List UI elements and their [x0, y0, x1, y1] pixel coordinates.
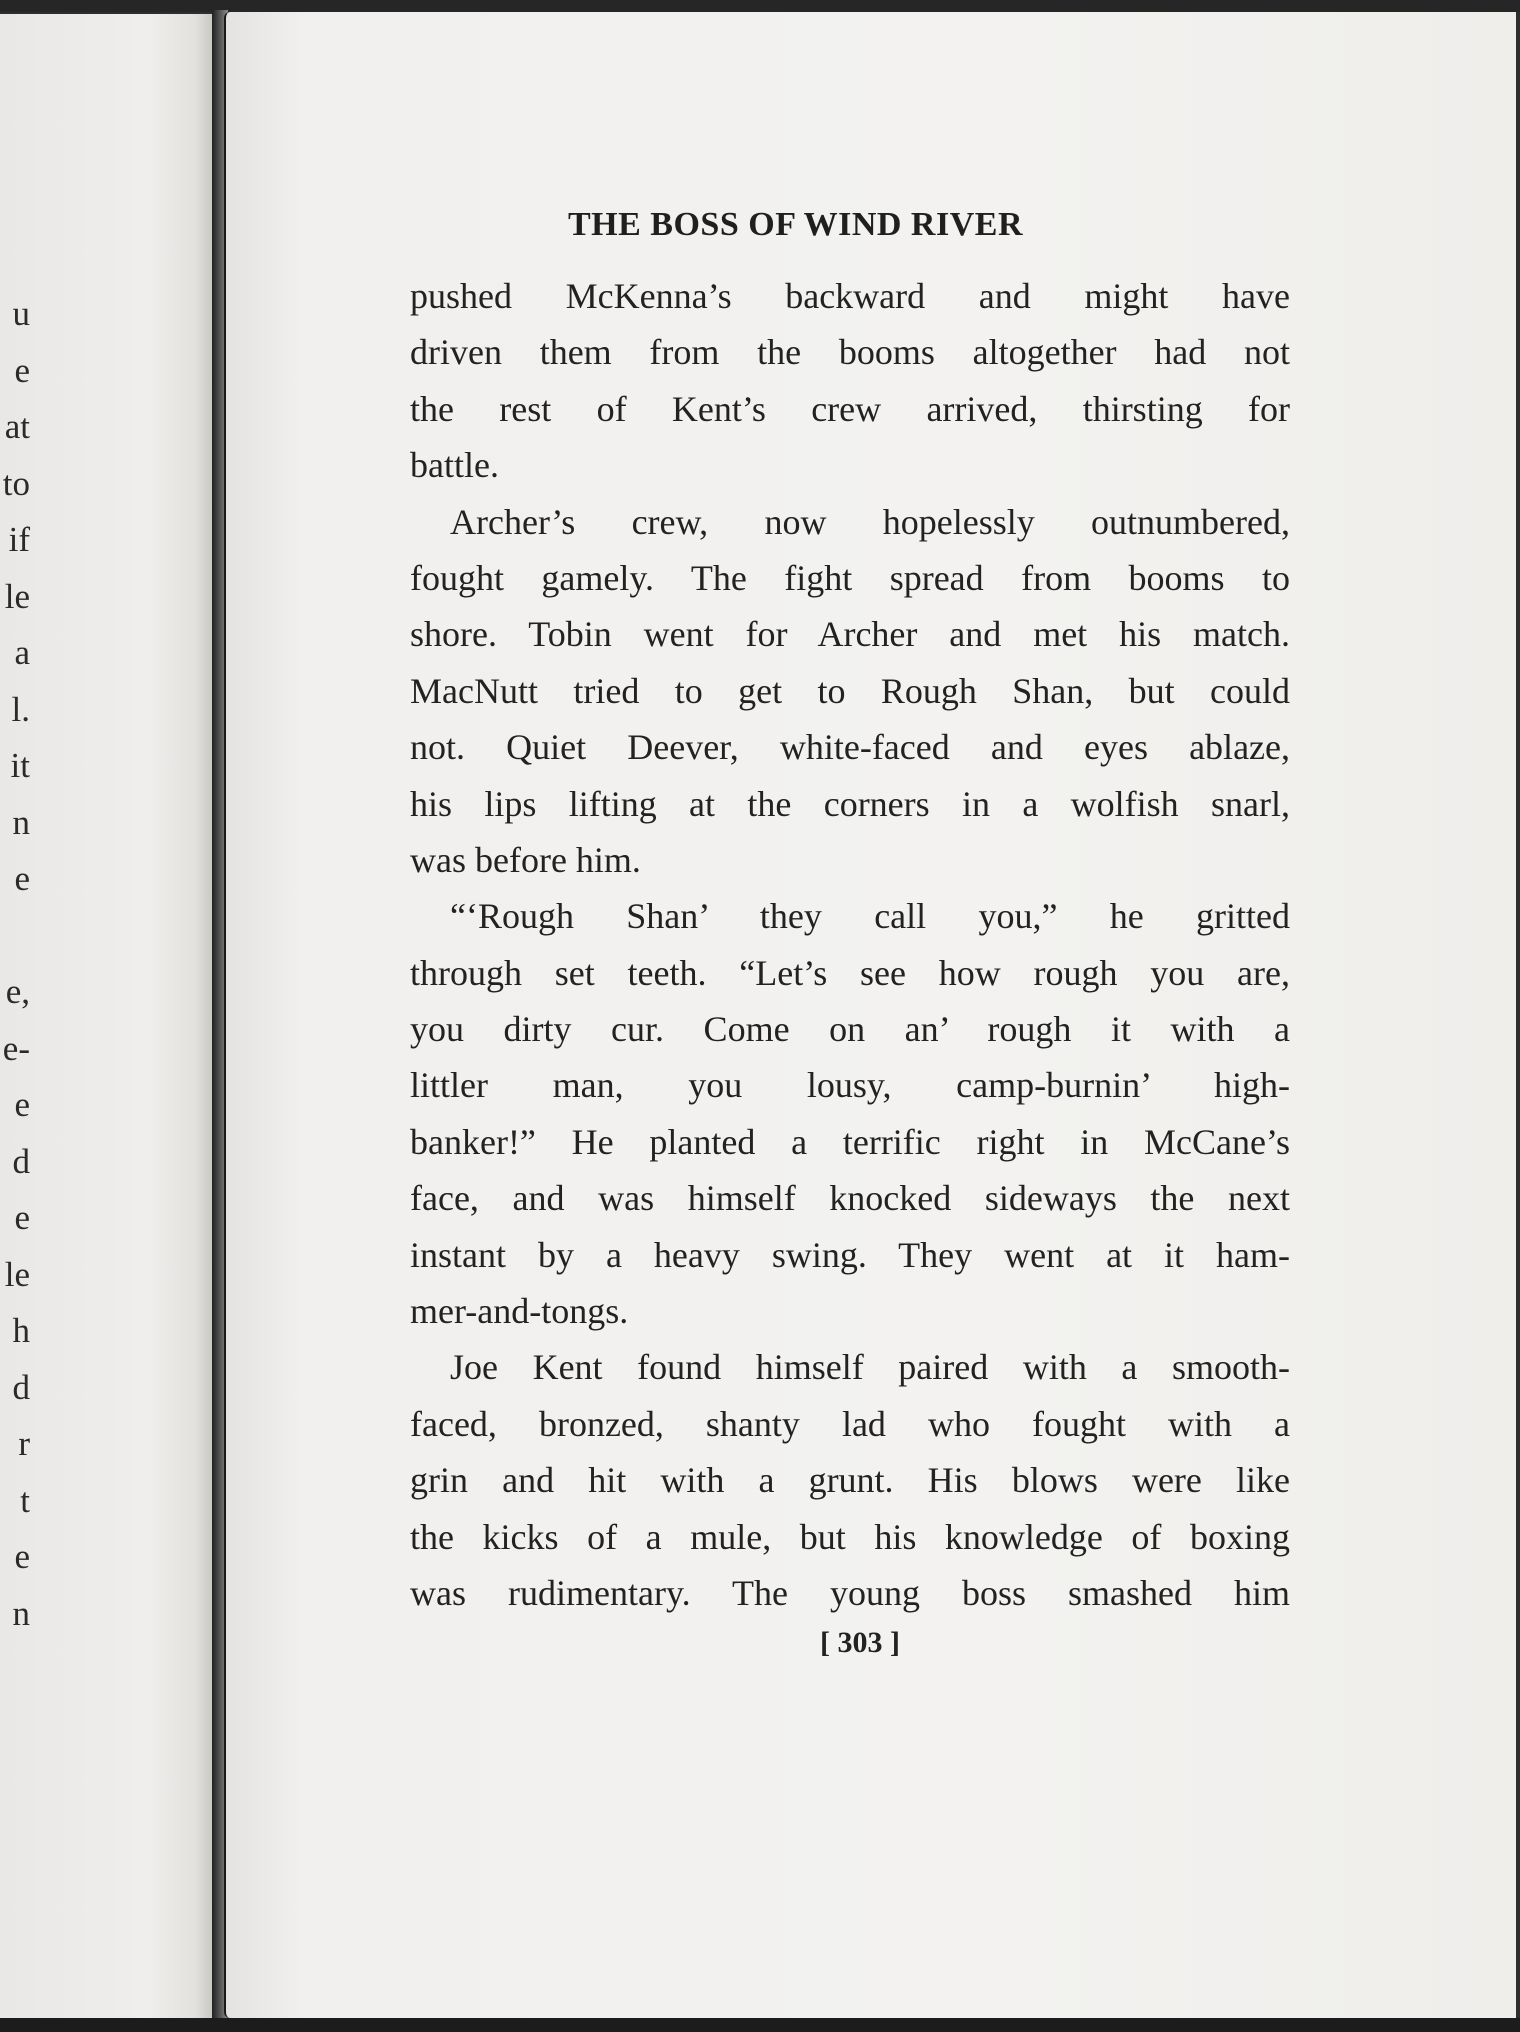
page-body-text [410, 268, 1290, 1621]
text-line: mer-and-tongs. [410, 1291, 629, 1332]
text-line: fought gamely. The fight spread from booms to [410, 557, 1290, 598]
left-fragment: at [4, 407, 30, 446]
left-fragment: d [12, 1367, 30, 1407]
scan-top-edge [0, 0, 1520, 12]
text-line: MacNutt tried to get to Rough Shan, but could [410, 670, 1290, 711]
left-fragment: e [14, 1085, 30, 1124]
left-fragment [0, 908, 30, 965]
left-fragment: e [14, 1198, 30, 1237]
text-line: “‘Rough Shan’ they call you,” he gritted [450, 896, 1290, 937]
left-fragment: n [12, 802, 30, 842]
text-line: faced, bronzed, shanty lad who fought with a [410, 1403, 1290, 1444]
text-line: Joe Kent found himself paired with a smooth- [450, 1347, 1290, 1388]
page-number: [ 303 ] [820, 1626, 900, 1659]
left-fragment: d [12, 1141, 30, 1181]
text-line: instant by a heavy swing. They went at it ham- [410, 1234, 1290, 1275]
text-line: through set teeth. “Let’s see how rough you are, [410, 952, 1290, 993]
left-fragment: to [2, 463, 30, 503]
running-head: THE BOSS OF WIND RIVER [568, 206, 1023, 243]
text-line: littler man, you lousy, camp-burnin’ high- [410, 1065, 1290, 1106]
left-fragment: u [12, 294, 30, 333]
left-fragment: n [12, 1593, 30, 1633]
left-page-text-fragments [0, 286, 30, 1642]
left-fragment: e- [2, 1028, 30, 1068]
text-line: the kicks of a mule, but his knowledge of boxing [410, 1516, 1290, 1557]
left-fragment: le [4, 576, 30, 616]
text-line: you dirty cur. Come on an’ rough it with a [410, 1009, 1290, 1050]
text-line: was before him. [410, 839, 641, 880]
left-page [0, 14, 214, 2018]
left-fragment: t [20, 1480, 30, 1520]
text-line: battle. [410, 445, 499, 486]
left-fragment: e [14, 1537, 30, 1576]
text-line: pushed McKenna’s backward and might have [410, 276, 1290, 316]
scan-bottom-edge [0, 2018, 1520, 2032]
text-line: was rudimentary. The young boss smashed him [410, 1572, 1290, 1613]
text-line: driven them from the booms altogether had not [410, 332, 1290, 373]
text-line: his lips lifting at the corners in a wolfish snarl, [410, 783, 1290, 824]
text-line: Archer’s crew, now hopelessly outnumbered, [450, 501, 1290, 542]
left-fragment: if [8, 520, 30, 559]
left-fragment: a [14, 633, 30, 672]
text-line: grin and hit with a grunt. His blows were like [410, 1460, 1290, 1501]
left-fragment: e [14, 859, 30, 898]
text-line: shore. Tobin went for Archer and met his match. [410, 614, 1290, 655]
left-fragment: e [14, 350, 30, 390]
text-line: the rest of Kent’s crew arrived, thirsting for [410, 388, 1290, 429]
left-fragment: r [18, 1424, 30, 1463]
left-fragment: h [12, 1311, 30, 1350]
text-line: banker!” He planted a terrific right in McCane’s [410, 1121, 1290, 1162]
left-fragment: e, [5, 972, 30, 1011]
left-fragment: l. [11, 689, 30, 729]
left-fragment: le [4, 1254, 30, 1294]
text-line: not. Quiet Deever, white-faced and eyes ablaze, [410, 727, 1290, 768]
left-fragment: it [10, 746, 30, 785]
text-line: face, and was himself knocked sideways the next [410, 1178, 1290, 1219]
